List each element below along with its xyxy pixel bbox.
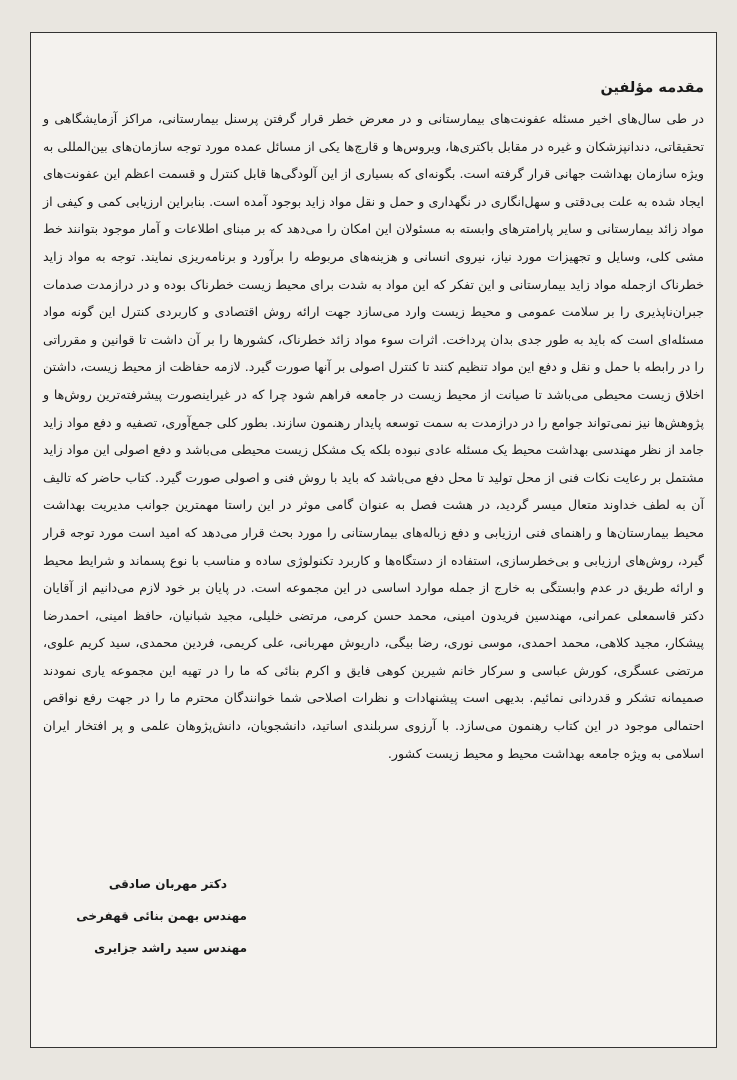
preface-title: مقدمه مؤلفین xyxy=(600,80,704,96)
preface-body: در طی سال‌های اخیر مسئله عفونت‌های بیمارستانی و در معرض خطر قرار گرفتن پرسنل بیمارستانی، مراکز آزمایشگاهی و تحقیقاتی، دندانپزشکان و غیره در مقابل باکتری‌ها، ویروس‌ها و قارچ‌ها یکی از مسائل عمده مورد توجه سازمان‌های بین‌المللی به ویژه سازمان بهداشت جهانی قرار گرفته است. بگونه‌ای که بسیاری از این آلودگی‌ها قابل کنترل و قسمت اعظم این عفونت‌های ایجاد شده به علت بی‌دقتی و سهل‌انگاری در نگهداری و حمل و نقل مواد زاید بوجود آمده است. بنابراین ارزیابی کمی و کیفی از مواد زائد بیمارستانی و سایر پارامترهای وابسته به مسئولان این امکان را می‌دهد که بر مبنای اطلاعات و آمار موجود بتوانند خط مشی کلی، وسایل و تجهیزات مورد نیاز، نیروی انسانی و هزینه‌های مربوطه را برآورد و برنامه‌ریزی نمایند. توجه به مواد زاید خطرناک ازجمله مواد زاید بیمارستانی و این تفکر که این مواد به شدت برای محیط زیست خطرناک بوده و در درازمدت صدمات جبران‌ناپذیری را بر سلامت عمومی و محیط زیست وارد می‌سازد جهت ارائه روش اقتصادی و کاربردی کنترل این گونه مواد مسئله‌ای است که باید به طور جدی بدان پرداخت. اثرات سوء مواد زائد خطرناک، کشورها را بر آن داشت تا قوانین و مقرراتی را در رابطه با حمل و نقل و دفع این مواد تنظیم کنند تا کنترل اصولی بر آنها صورت گیرد. لازمه حفاظت از محیط زیست، داشتن اخلاق زیست محیطی می‌باشد تا صیانت از محیط زیست در جامعه فراهم شود چرا که در غیراینصورت پیشرفته‌ترین روش‌ها و پژوهش‌ها نیز نمی‌تواند جوامع را در درازمدت به سمت توسعه پایدار رهنمون سازند. بطور کلی جمع‌آوری، تصفیه و دفع مواد زاید جامد از نظر مهندسی بهداشت محیط یک مسئله عادی نبوده بلکه یک مشکل زیست محیطی می‌باشد و دفع اصولی این مواد زاید مشتمل بر رعایت نکات فنی از محل تولید تا محل دفع می‌باشد که باید با روش فنی و اصولی صورت گیرد. کتاب حاضر که تالیف آن به لطف خداوند متعال میسر گردید، در هشت فصل به عنوان گامی موثر در این راستا مهمترین جوانب مدیریت بهداشت محیط بیمارستان‌ها و راهنمای فنی ارزیابی و دفع زباله‌های بیمارستانی را مورد بحث قرار می‌دهد که امید است مورد توجه قرار گیرد، روش‌های ارزیابی و بی‌خطرسازی، استفاده از دستگاه‌ها و کاربرد تکنولوژی ساده و مناسب با نوع پسماند و شرایط محیط و ارائه طریق در عدم وابستگی به خارج از جمله موارد اساسی در این مجموعه است. در پایان بر خود لازم می‌دانیم از آقایان دکتر قاسمعلی عمرانی، مهندسین فریدون امینی، محمد حسن کرمی، مرتضی خلیلی، مجید شبانیان، حافظ امینی، احمدرضا پیشکار، مجید کلاهی، محمد احمدی، موسی نوری، رضا بیگی، داریوش مهربانی، علی کریمی، فردین محمدی، سید کریم علوی، مرتضی عسگری، کورش عباسی و سرکار خانم شیرین کوهی فایق و اکرم بنائی که ما را در تهیه این مجموعه یاری نمودند صمیمانه تشکر و قدردانی نمائیم. بدیهی است پیشنهادات و نظرات اصلاحی شما خوانندگان محترم ما را در جهت رفع نواقص احتمالی موجود در این کتاب رهنمون می‌سازد. با آرزوی سربلندی اساتید، دانشجویان، دانش‌پژوهان علمی و پر افتخار ایران اسلامی به ویژه جامعه بهداشت محیط و محیط زیست کشور. xyxy=(43,111,704,761)
author-name: مهندس سید راشد جزایری xyxy=(94,941,247,955)
author-signatures xyxy=(47,868,247,964)
author-name: مهندس بهمن بنائی قهفرخی xyxy=(76,909,247,923)
author-name: دکتر مهربان صادقی xyxy=(108,877,227,891)
page-content xyxy=(43,77,704,767)
